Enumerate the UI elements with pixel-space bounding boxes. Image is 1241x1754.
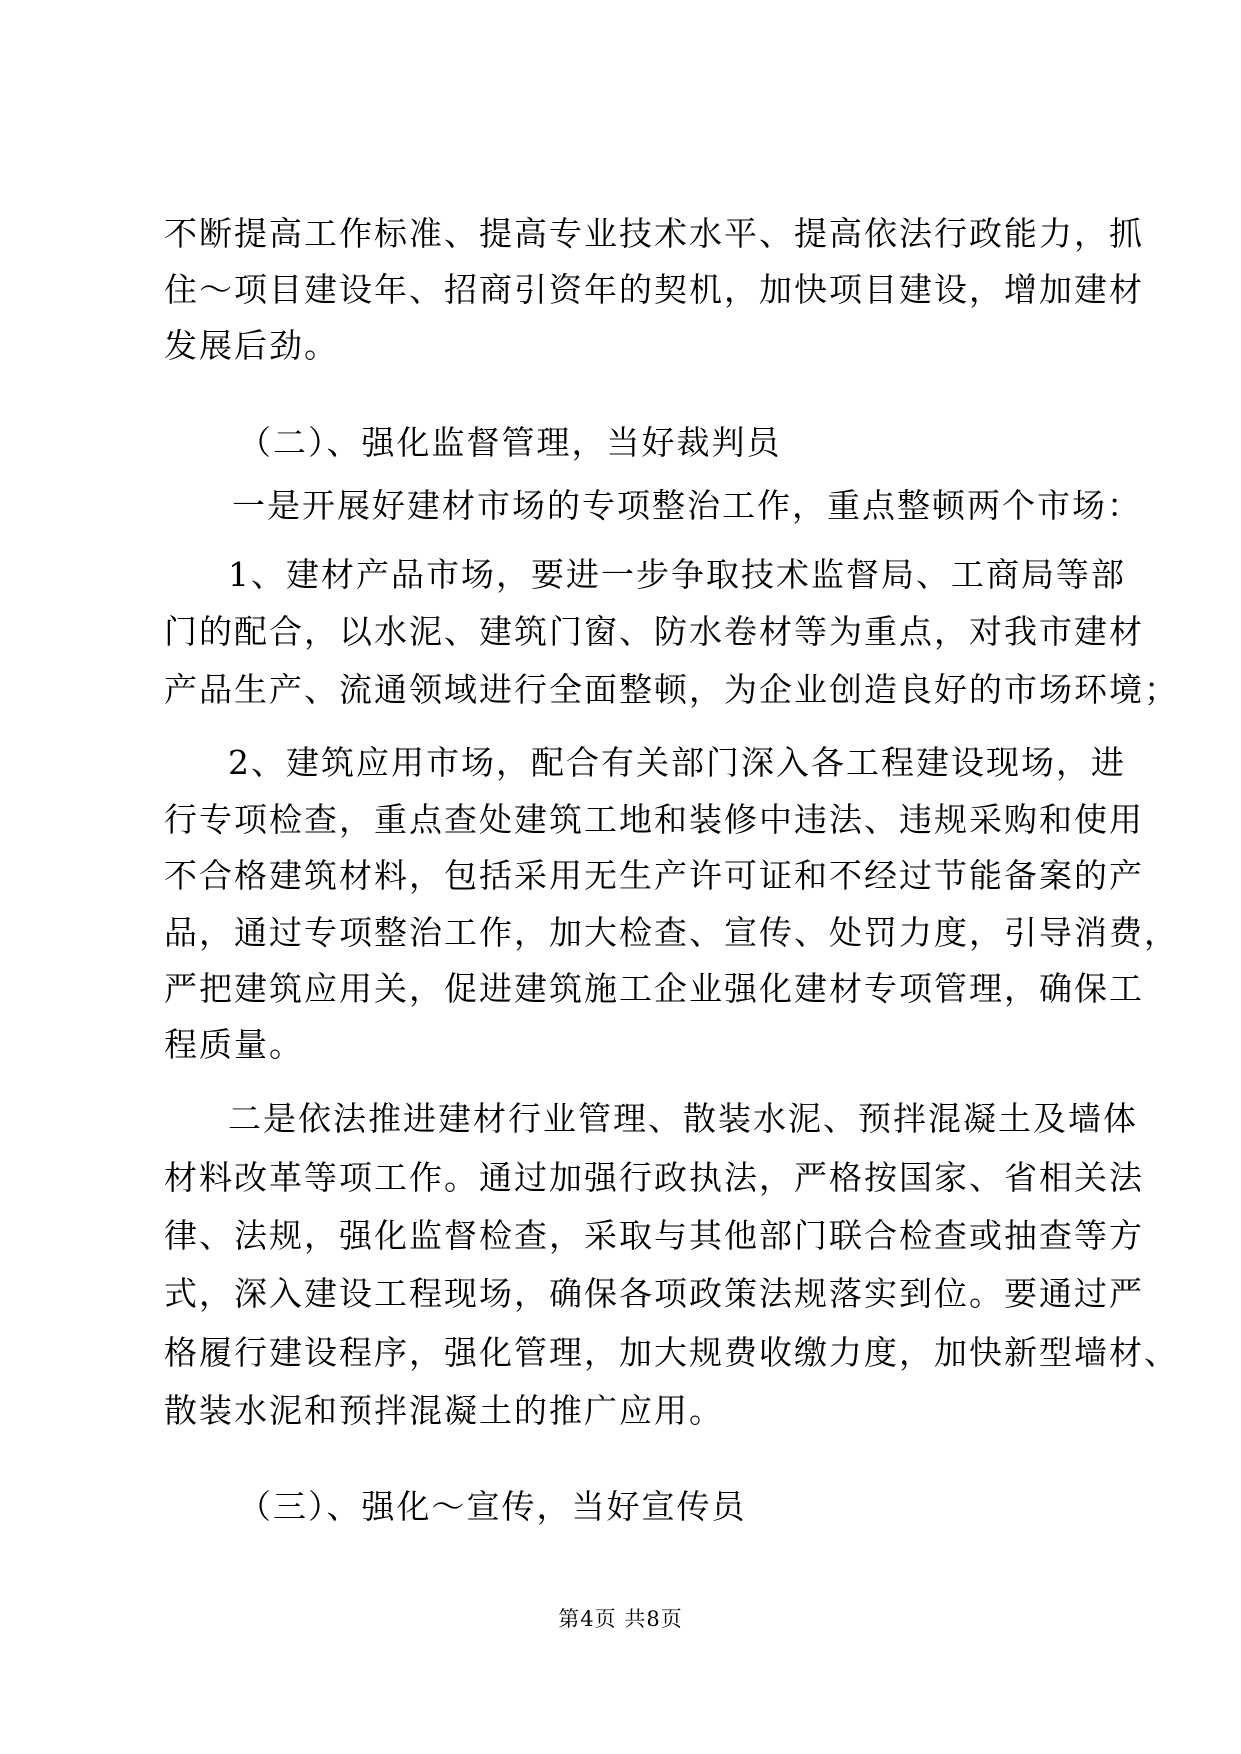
body-line: 住～项目建设年、招商引资年的契机，加快项目建设，增加建材 bbox=[164, 270, 1144, 309]
body-line: 1、建材产品市场，要进一步争取技术监督局、工商局等部 bbox=[228, 555, 1126, 594]
section-heading: （三）、强化～宣传，当好宣传员 bbox=[238, 1487, 747, 1526]
body-line: 二是依法推进建材行业管理、散装水泥、预拌混凝土及墙体 bbox=[228, 1099, 1138, 1138]
body-line: 不合格建筑材料，包括采用无生产许可证和不经过节能备案的产 bbox=[164, 856, 1144, 895]
body-line: 品，通过专项整治工作，加大检查、宣传、处罚力度，引导消费， bbox=[164, 913, 1179, 952]
body-line: 散装水泥和预拌混凝土的推广应用。 bbox=[164, 1391, 724, 1430]
page-number-footer: 第4页 共8页 bbox=[558, 1607, 683, 1631]
body-line: 材料改革等项工作。通过加强行政执法，严格按国家、省相关法 bbox=[164, 1158, 1144, 1197]
body-line: 律、法规，强化监督检查，采取与其他部门联合检查或抽查等方 bbox=[164, 1216, 1144, 1255]
body-line: 式，深入建设工程现场，确保各项政策法规落实到位。要通过严 bbox=[164, 1274, 1144, 1313]
section-heading: （二）、强化监督管理，当好裁判员 bbox=[238, 423, 782, 462]
body-line: 2、建筑应用市场，配合有关部门深入各工程建设现场，进 bbox=[228, 743, 1126, 782]
body-line: 一是开展好建材市场的专项整治工作，重点整顿两个市场： bbox=[232, 486, 1142, 525]
body-line: 发展后劲。 bbox=[164, 326, 339, 365]
body-line: 程质量。 bbox=[164, 1025, 304, 1064]
body-line: 门的配合，以水泥、建筑门窗、防水卷材等为重点，对我市建材 bbox=[164, 612, 1144, 651]
body-line: 产品生产、流通领域进行全面整顿，为企业创造良好的市场环境； bbox=[164, 670, 1179, 709]
body-line: 格履行建设程序，强化管理，加大规费收缴力度，加快新型墙材、 bbox=[164, 1333, 1179, 1372]
body-line: 不断提高工作标准、提高专业技术水平、提高依法行政能力，抓 bbox=[164, 214, 1144, 253]
body-line: 严把建筑应用关，促进建筑施工企业强化建材专项管理，确保工 bbox=[164, 969, 1144, 1008]
body-line: 行专项检查，重点查处建筑工地和装修中违法、违规采购和使用 bbox=[164, 800, 1144, 839]
